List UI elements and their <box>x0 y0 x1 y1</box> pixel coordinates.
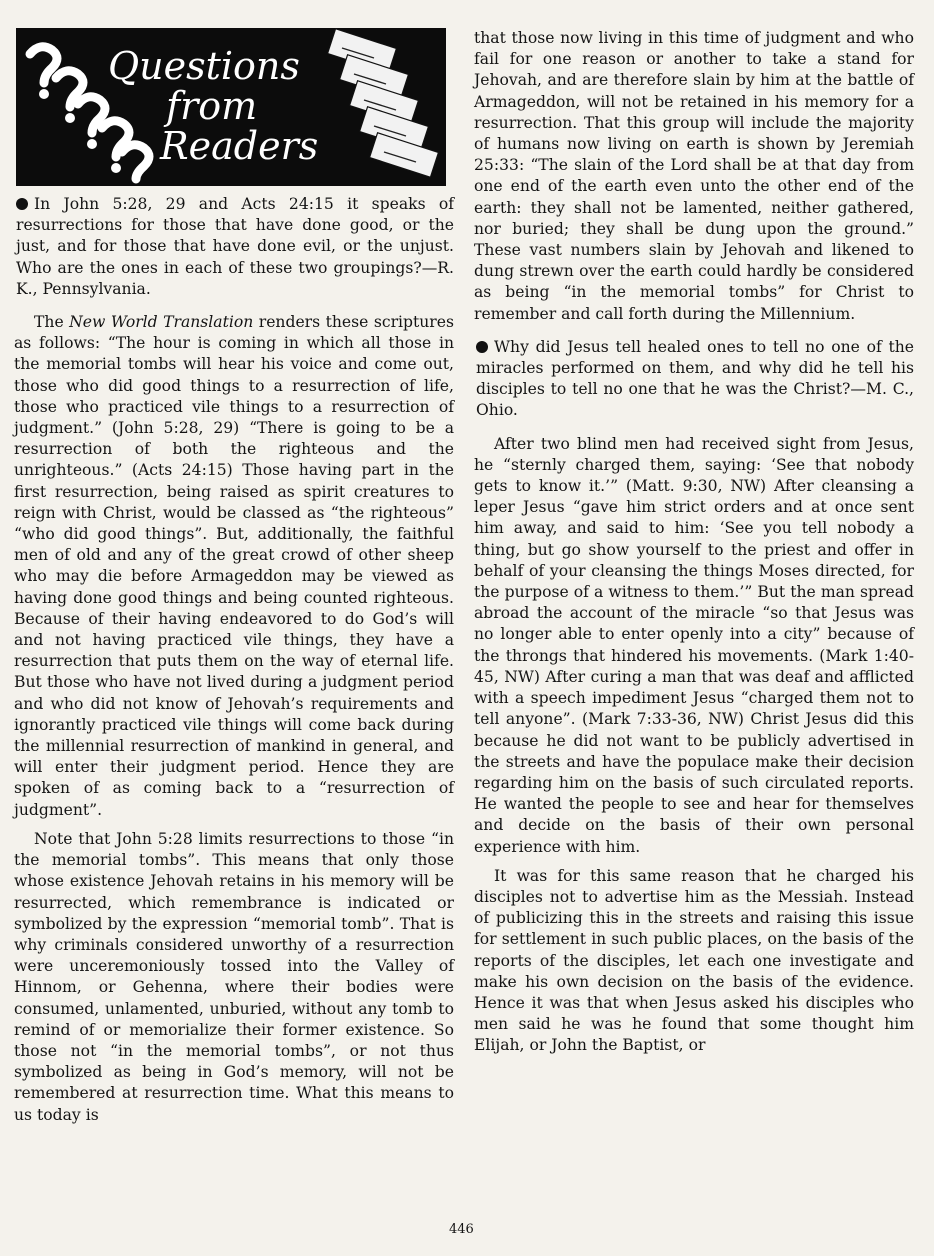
question-1-text: In John 5:28, 29 and Acts 24:15 it speaks of resurrections for those that have done good, or the just, and for those that have done evil, or the unjust. Who are the ones in each of these two groupings?—R. K., Pennsylvania. <box>16 195 454 298</box>
bullet-icon <box>476 341 488 353</box>
answer-2-paragraph-2: It was for this same reason that he charged his disciples not to advertise him as the Messiah. Instead of publicizing this in the streets and raising this issue for settlement in such public places, on the basis of the reports of the disciples, let each one investigate and make his own decision on the basis of the evidence. Hence it was that when Jesus asked his disciples who men said he was he found that some thought him Elijah, or John the Baptist, or <box>474 866 914 1055</box>
banner-title-line-2: from <box>166 84 258 128</box>
envelopes-graphic <box>296 28 446 186</box>
answer-1-body: renders these scriptures as follows: “The hour is coming in which all those in the memorial tombs will hear his voice and come out, those who did good things to a resurrection of life, those who practiced vile things to a resurrection of judgment.” (John 5:28, 29) “There is going to be a resurrection of both the righteous and the unrighteous.” (Acts 24:15) Those having part in the first resurrection, being raised as spirit creatures to reign with Christ, would be classed as “the righteous” “who did good things”. But, additionally, the faithful men of old and any of the great crowd of other sheep who may die before Armageddon may be viewed as having done good things and being counted righteous. Because of their having endeavored to do God’s will and not having practiced vile things, they have a resurrection that puts them on the way of eternal life. But those who have not lived during a judgment period and who did not know of Jehovah’s requirements and ignorantly practiced vile things will come back during the millennial resurrection of mankind in general, and will enter their judgment period. Hence they are spoken of as coming back to a “resurrection of judgment”. <box>14 313 454 819</box>
right-column <box>474 28 914 1057</box>
bullet-icon <box>16 198 28 210</box>
question-2-text: Why did Jesus tell healed ones to tell no one of the miracles performed on them, and why did he tell his disciples to tell no one that he was the Christ?—M. C., Ohio. <box>476 337 914 420</box>
answer-1-lead: The <box>34 313 70 332</box>
questions-from-readers-banner <box>16 28 446 186</box>
question-2 <box>474 337 914 422</box>
banner-title-line-3: Readers <box>160 124 319 168</box>
answer-1-emphasis: New World Translation <box>69 313 254 332</box>
left-column <box>14 28 454 1126</box>
answer-1-paragraph-1 <box>14 312 454 821</box>
banner-title-line-1: Questions <box>108 44 300 88</box>
page-number: 446 <box>449 1222 474 1237</box>
answer-1-paragraph-2: Note that John 5:28 limits resurrections to those “in the memorial tombs”. This means that only those whose existence Jehovah retains in his memory will be resurrected, which remembrance is indicated or symbolized by the expression “memorial tomb”. That is why criminals considered unworthy of a resurrection were unceremoniously tossed into the Valley of Hinnom, or Gehenna, where their bodies were consumed, unlamented, unburied, without any tomb to remind of or memorialize their former existence. So those not “in the memorial tombs”, or not thus symbolized as being in God’s memory, will not be remembered at resurrection time. What this means to us today is <box>14 829 454 1124</box>
answer-2-paragraph-1: After two blind men had received sight from Jesus, he “sternly charged them, saying: ‘See that nobody gets to know it.’” (Matt. 9:30, NW) After cleansing a leper Jesus “gave him strict orders and at once sent him away, and said to him: ‘See you tell nobody a thing, but go show yourself to the priest and offer in behalf of your cleansing the things Moses directed, for the purpose of a witness to them.’” But the man spread abroad the account of the miracle “so that Jesus was no longer able to enter openly into a city” because of the throngs that hindered his movements. (Mark 1:40-45, NW) After curing a man that was deaf and afflicted with a speech impediment Jesus “charged them not to tell anyone”. (Mark 7:33-36, NW) Christ Jesus did this because he did not want to be publicly advertised in the streets and have the populace make their decision regarding him on the basis of such circulated reports. He wanted the people to see and hear for themselves and decide on the basis of their own personal experience with him. <box>474 434 914 856</box>
question-1 <box>14 194 454 300</box>
answer-1-continuation: that those now living in this time of judgment and who fail for one reason or another to take a stand for Jehovah, and are therefore slain by him at the battle of Armageddon, will not be retained in his memory for a resurrection. That this group will include the majority of humans now living on earth is shown by Jeremiah 25:33: “The slain of the Lord shall be at that day from one end of the earth even unto the other end of the earth: they shall not be lamented, neither gathered, nor buried; they shall be dung upon the ground.” These vast numbers slain by Jehovah and likened to dung strewn over the earth could hardly be considered as being “in the memorial tombs” for Christ to remember and call forth during the Millennium. <box>474 29 914 323</box>
